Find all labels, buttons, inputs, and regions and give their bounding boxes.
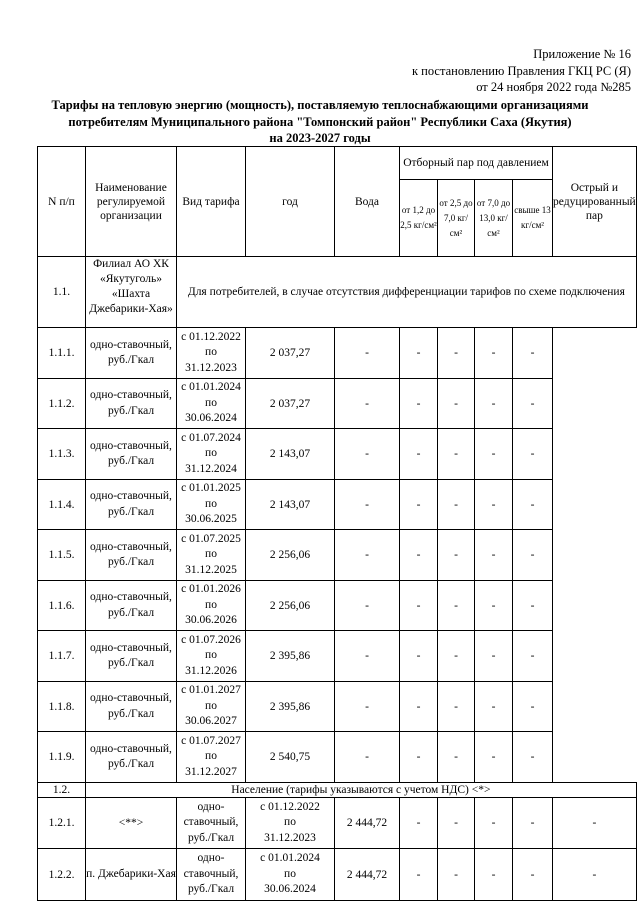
period-to: 31.12.2026 [185, 664, 237, 677]
title-line-2: потребителям Муниципального района "Томпонский район" Республики Саха (Якутия) [68, 114, 572, 129]
tariff-type: одно-ставочный, руб./Гкал [86, 682, 177, 732]
empty-value-dash: - [513, 379, 553, 429]
empty-value-dash: - [335, 328, 400, 379]
period-to: 30.06.2024 [264, 883, 316, 896]
empty-value-dash: - [400, 480, 438, 530]
empty-value-dash: - [335, 732, 400, 783]
table-row [38, 429, 637, 480]
empty-value-dash: - [335, 379, 400, 429]
col-header-steam-group: Отборный пар под давлением [400, 147, 553, 180]
empty-value-dash: - [438, 631, 475, 682]
tariff-table [37, 146, 637, 901]
col-header-year: год [246, 147, 335, 257]
col-header-tariff-type: Вид тарифа [177, 147, 246, 257]
empty-value-dash: - [400, 328, 438, 379]
tariff-type: одно-ставочный, руб./Гкал [86, 631, 177, 682]
empty-value-dash: - [475, 480, 513, 530]
empty-value-dash: - [513, 849, 553, 901]
period-by: по [205, 750, 217, 763]
water-tariff: 2 395,86 [246, 682, 335, 732]
population-place: п. Джебарики-Хая [86, 868, 176, 880]
empty-value-dash: - [400, 379, 438, 429]
period-from: с 01.01.2026 [181, 583, 241, 596]
tariff-period [177, 480, 246, 530]
water-tariff: 2 395,86 [246, 631, 335, 682]
empty-value-dash: - [475, 631, 513, 682]
org-name: Филиал АО ХК «Якутуголь» «Шахта Джебарики-Хая» [89, 258, 173, 315]
empty-value-dash: - [513, 798, 553, 849]
table-row [38, 581, 637, 631]
water-tariff: 2 444,72 [335, 798, 400, 849]
water-tariff: 2 037,27 [246, 328, 335, 379]
empty-value-dash: - [513, 429, 553, 480]
section-2-label: Население (тарифы указываются с учетом НДС) <*> [86, 783, 637, 798]
empty-value-dash: - [475, 530, 513, 581]
empty-value-dash: - [400, 429, 438, 480]
empty-value-dash: - [400, 530, 438, 581]
tariff-type: одно-ставочный, руб./Гкал [86, 732, 177, 783]
col-header-water: Вода [335, 147, 400, 257]
table-row [38, 798, 637, 849]
period-to: 30.06.2024 [185, 412, 237, 425]
empty-value-dash: - [438, 429, 475, 480]
period-from: с 01.07.2027 [181, 734, 241, 747]
period-to: 30.06.2026 [185, 614, 237, 627]
empty-value-dash: - [475, 849, 513, 901]
empty-value-dash: - [335, 530, 400, 581]
period-from: с 01.12.2022 [260, 800, 320, 813]
period-to: 30.06.2027 [185, 715, 237, 728]
water-tariff: 2 256,06 [246, 581, 335, 631]
period-by: по [284, 867, 296, 880]
period-to: 31.12.2023 [185, 361, 237, 374]
empty-value-dash: - [438, 581, 475, 631]
tariff-period [177, 379, 246, 429]
tariff-period [177, 328, 246, 379]
tariff-period [177, 581, 246, 631]
empty-value-dash: - [475, 429, 513, 480]
empty-value-dash: - [400, 631, 438, 682]
row-num: 1.1.6. [38, 581, 86, 631]
table-row [38, 732, 637, 783]
col-header-steam-2: от 2,5 до 7,0 кг/см² [438, 180, 475, 257]
empty-value-dash: - [553, 798, 637, 849]
empty-value-dash: - [438, 798, 475, 849]
annex-line-3: от 24 ноября 2022 года №285 [476, 80, 631, 94]
water-tariff: 2 444,72 [335, 849, 400, 901]
empty-value-dash: - [438, 328, 475, 379]
org-name-cell [86, 257, 177, 328]
empty-value-dash: - [400, 798, 438, 849]
tariff-period [177, 732, 246, 783]
water-tariff: 2 256,06 [246, 530, 335, 581]
tariff-type: одно-ставочный, руб./Гкал [86, 530, 177, 581]
empty-value-dash: - [400, 682, 438, 732]
annex-line-2: к постановлению Правления ГКЦ РС (Я) [411, 63, 631, 78]
empty-value-dash: - [475, 732, 513, 783]
row-num: 1.1.5. [38, 530, 86, 581]
empty-value-dash: - [553, 849, 637, 901]
section-1-num: 1.1. [38, 257, 86, 328]
tariff-period [246, 849, 335, 901]
period-from: с 01.01.2024 [181, 381, 241, 394]
empty-value-dash: - [513, 581, 553, 631]
empty-value-dash: - [438, 379, 475, 429]
row-num: 1.1.8. [38, 682, 86, 732]
period-by: по [284, 816, 296, 829]
period-by: по [205, 548, 217, 561]
table-row [38, 480, 637, 530]
empty-value-dash: - [475, 379, 513, 429]
row-num: 1.2.1. [38, 798, 86, 849]
col-header-num: N п/п [38, 147, 86, 257]
empty-value-dash: - [475, 798, 513, 849]
period-to: 31.12.2024 [185, 462, 237, 475]
table-row [38, 682, 637, 732]
empty-value-dash: - [438, 530, 475, 581]
row-num: 1.1.1. [38, 328, 86, 379]
period-by: по [205, 346, 217, 359]
empty-value-dash: - [475, 581, 513, 631]
annex-line-1: Приложение № 16 [533, 47, 631, 61]
period-from: с 01.12.2022 [181, 330, 241, 343]
empty-value-dash: - [335, 429, 400, 480]
period-by: по [205, 497, 217, 510]
population-org-cell [86, 849, 177, 901]
tariff-period [177, 530, 246, 581]
empty-value-dash: - [335, 581, 400, 631]
section-1-rows [38, 328, 637, 783]
empty-value-dash: - [335, 480, 400, 530]
water-tariff: 2 143,07 [246, 480, 335, 530]
row-num: 1.1.9. [38, 732, 86, 783]
title-line-3: на 2023-2027 годы [269, 131, 371, 145]
empty-value-dash: - [400, 581, 438, 631]
row-num: 1.1.2. [38, 379, 86, 429]
table-row [38, 631, 637, 682]
period-to: 31.12.2025 [185, 563, 237, 576]
empty-value-dash: - [400, 849, 438, 901]
period-by: по [205, 598, 217, 611]
period-by: по [205, 699, 217, 712]
tariff-type: одно-ставочный, руб./Гкал [177, 849, 246, 901]
tariff-type: одно-ставочный, руб./Гкал [86, 429, 177, 480]
row-num: 1.1.3. [38, 429, 86, 480]
empty-value-dash: - [475, 328, 513, 379]
period-from: с 01.07.2025 [181, 532, 241, 545]
tariff-period [177, 682, 246, 732]
period-from: с 01.01.2025 [181, 482, 241, 495]
empty-value-dash: - [438, 480, 475, 530]
empty-value-dash: - [513, 328, 553, 379]
tariff-type: одно-ставочный, руб./Гкал [86, 379, 177, 429]
document-title [0, 97, 640, 147]
population-note: <**> [118, 816, 144, 829]
empty-value-dash: - [438, 732, 475, 783]
water-tariff: 2 143,07 [246, 429, 335, 480]
water-tariff: 2 037,27 [246, 379, 335, 429]
period-by: по [205, 396, 217, 409]
period-to: 31.12.2023 [264, 831, 316, 844]
period-to: 30.06.2025 [185, 513, 237, 526]
period-from: с 01.07.2026 [181, 633, 241, 646]
row-num: 1.1.4. [38, 480, 86, 530]
table-row [38, 328, 637, 379]
table-row [38, 379, 637, 429]
empty-value-dash: - [335, 631, 400, 682]
tariff-type: одно-ставочный, руб./Гкал [177, 798, 246, 849]
empty-value-dash: - [335, 682, 400, 732]
tariff-type: одно-ставочный, руб./Гкал [86, 328, 177, 379]
empty-value-dash: - [513, 682, 553, 732]
col-header-steam-4: свыше 13 кг/см² [513, 180, 553, 257]
empty-value-dash: - [438, 849, 475, 901]
section-1-label: Для потребителей, в случае отсутствия дифференциации тарифов по схеме подключения [177, 257, 637, 328]
title-line-1: Тарифы на тепловую энергию (мощность), поставляемую теплоснабжающими организациями [51, 98, 589, 112]
tariff-period [246, 798, 335, 849]
population-org-cell [86, 798, 177, 849]
period-by: по [205, 649, 217, 662]
empty-value-dash: - [513, 480, 553, 530]
period-by: по [205, 447, 217, 460]
table-row [38, 530, 637, 581]
col-header-steam-1: от 1,2 до 2,5 кг/см² [400, 180, 438, 257]
empty-value-dash: - [475, 682, 513, 732]
tariff-type: одно-ставочный, руб./Гкал [86, 581, 177, 631]
empty-value-dash: - [513, 631, 553, 682]
tariff-type: одно-ставочный, руб./Гкал [86, 480, 177, 530]
section-2-rows [38, 798, 637, 901]
annex-reference [412, 46, 631, 96]
empty-value-dash: - [513, 732, 553, 783]
empty-value-dash: - [513, 530, 553, 581]
col-header-steam-3: от 7,0 до 13,0 кг/см² [475, 180, 513, 257]
tariff-period [177, 429, 246, 480]
empty-value-dash: - [400, 732, 438, 783]
section-2-num: 1.2. [38, 783, 86, 798]
period-from: с 01.01.2027 [181, 684, 241, 697]
tariff-period [177, 631, 246, 682]
col-header-org: Наименование регулируемой организации [86, 147, 177, 257]
row-num: 1.1.7. [38, 631, 86, 682]
period-to: 31.12.2027 [185, 765, 237, 778]
table-row [38, 849, 637, 901]
period-from: с 01.01.2024 [260, 852, 320, 865]
period-from: с 01.07.2024 [181, 431, 241, 444]
row-num: 1.2.2. [38, 849, 86, 901]
water-tariff: 2 540,75 [246, 732, 335, 783]
empty-value-dash: - [438, 682, 475, 732]
col-header-sharp-steam: Острый и редуцированный пар [553, 147, 637, 257]
